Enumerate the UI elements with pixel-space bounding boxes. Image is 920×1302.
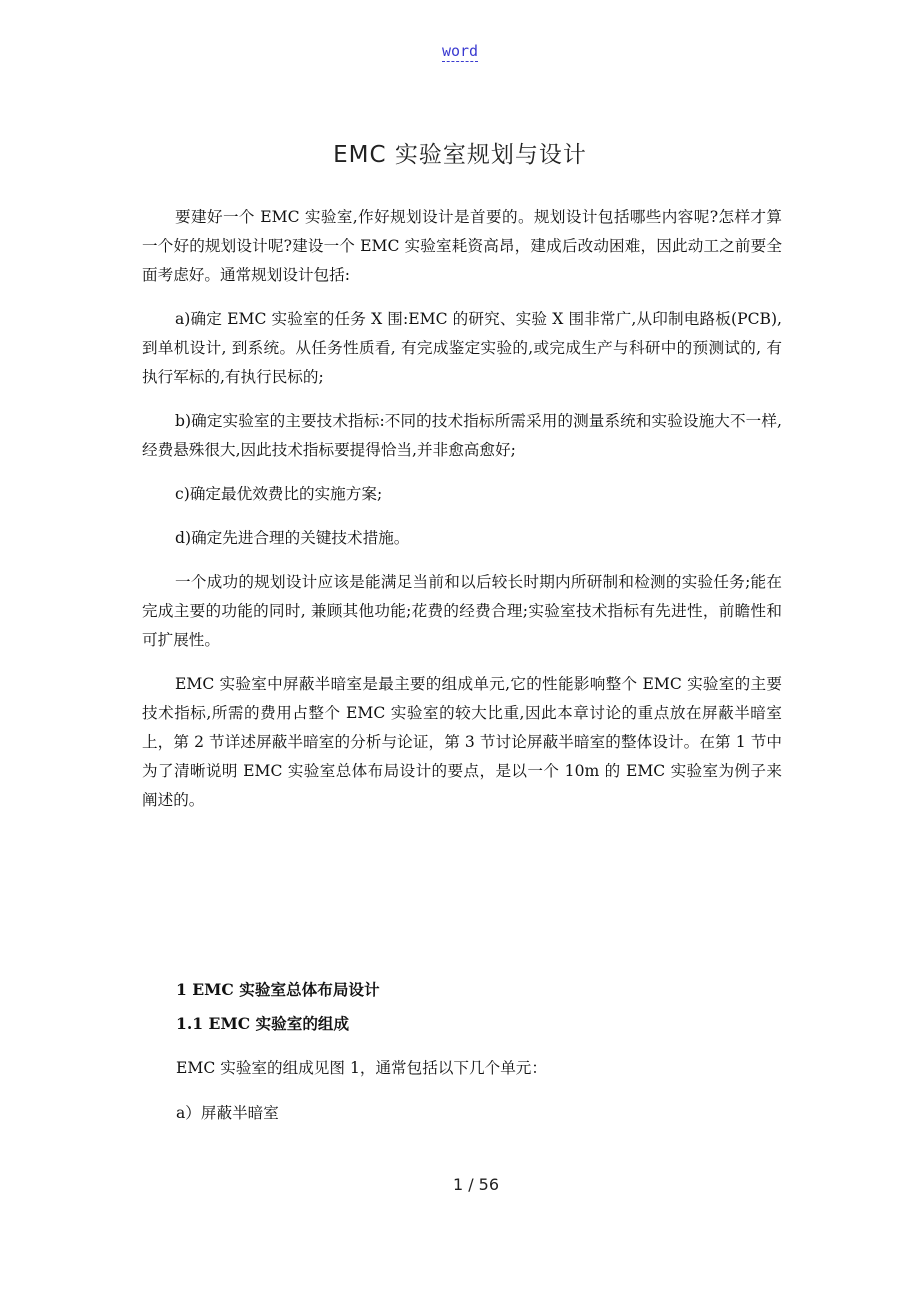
document-body <box>142 203 782 830</box>
section-heading: 1 EMC 实验室总体布局设计 <box>176 980 380 999</box>
page-number: 1 / 56 <box>452 1175 500 1194</box>
subsection-heading: 1.1 EMC 实验室的组成 <box>176 1014 350 1033</box>
paragraph-shielded-chamber: EMC 实验室中屏蔽半暗室是最主要的组成单元,它的性能影响整个 EMC 实验室的主要技术指标,所需的费用占整个 EMC 实验室的较大比重,因此本章讨论的重点放在屏蔽半暗室上，第 2 节详述屏蔽半暗室的分析与论证，第 3 节讨论屏蔽半暗室的整体设计。在第 1 节中为了清晰说明 EMC 实验室总体布局设计的要点，是以一个 10m 的 EMC 实验室为例子来阐述的。 <box>142 675 782 809</box>
paragraph-success-criteria: 一个成功的规划设计应该是能满足当前和以后较长时期内所研制和检测的实验任务;能在完成主要的功能的同时, 兼顾其他功能;花费的经费合理;实验室技术指标有先进性，前瞻性和可扩展性。 <box>142 573 782 649</box>
paragraph-intro: 要建好一个 EMC 实验室,作好规划设计是首要的。规划设计包括哪些内容呢?怎样才算一个好的规划设计呢?建设一个 EMC 实验室耗资高昂，建成后改动困难，因此动工之前要全面考虑好。通常规划设计包括: <box>142 208 782 284</box>
paragraph-item-c: c)确定最优效费比的实施方案; <box>175 485 383 503</box>
paragraph-item-a: a)确定 EMC 实验室的任务 X 围:EMC 的研究、实验 X 围非常广,从印制电路板(PCB), 到单机设计, 到系统。从任务性质看, 有完成鉴定实验的,或完成生产与科研中的预测试的, 有执行军标的,有执行民标的; <box>142 310 782 386</box>
list-item-a: a）屏蔽半暗室 <box>176 1104 279 1122</box>
paragraph-item-b: b)确定实验室的主要技术指标:不同的技术指标所需采用的测量系统和实验设施大不一样,经费悬殊很大,因此技术指标要提得恰当,并非愈高愈好; <box>142 412 782 459</box>
header-word-link-container <box>0 40 920 62</box>
header-word-link[interactable]: word <box>441 42 479 60</box>
subsection-intro: EMC 实验室的组成见图 1，通常包括以下几个单元： <box>176 1059 547 1077</box>
paragraph-item-d: d)确定先进合理的关键技术措施。 <box>175 529 410 547</box>
document-title: EMC 实验室规划与设计 <box>333 142 587 168</box>
